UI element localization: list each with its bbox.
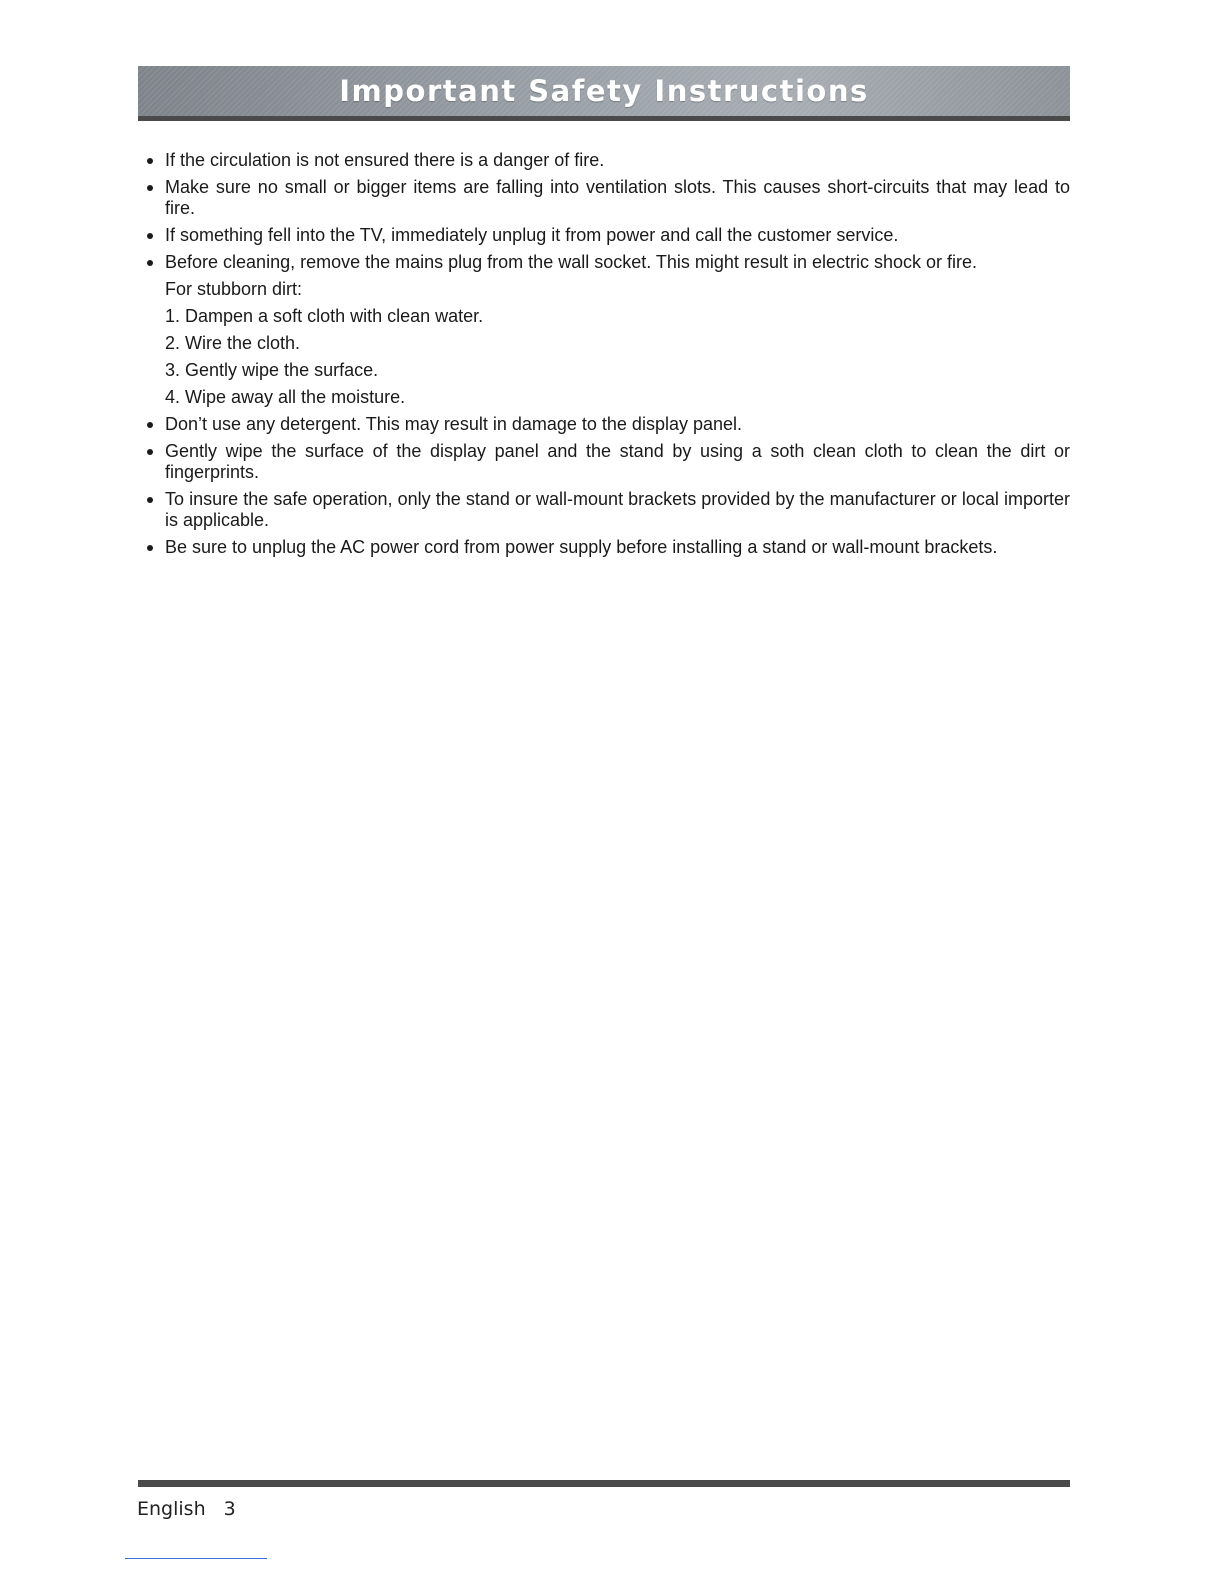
bottom-link-underline bbox=[125, 1558, 267, 1559]
bullet-icon bbox=[147, 449, 153, 455]
instruction-item bbox=[147, 150, 1070, 171]
cleaning-step: 2. Wire the cloth. bbox=[165, 333, 301, 353]
instruction-item bbox=[147, 414, 1070, 435]
bullet-icon bbox=[147, 422, 153, 428]
cleaning-step: 3. Gently wipe the surface. bbox=[165, 360, 379, 380]
instruction-item bbox=[147, 489, 1070, 531]
instruction-text: Before cleaning, remove the mains plug from the wall socket. This might result in electric shock or fire. bbox=[165, 252, 978, 272]
bullet-icon bbox=[147, 545, 153, 551]
safety-instructions-list bbox=[147, 150, 1070, 564]
page-number: 3 bbox=[223, 1498, 236, 1520]
cleaning-step: 1. Dampen a soft cloth with clean water. bbox=[165, 306, 484, 326]
instruction-text: Make sure no small or bigger items are falling into ventilation slots. This causes short-circuits that may lead to fire. bbox=[165, 177, 1070, 218]
page-title: Important Safety Instructions bbox=[339, 74, 869, 108]
instruction-item bbox=[147, 177, 1070, 219]
instruction-text: Be sure to unplug the AC power cord from power supply before installing a stand or wall-mount brackets. bbox=[165, 537, 998, 557]
footer-divider bbox=[138, 1480, 1070, 1487]
instruction-item bbox=[147, 252, 1070, 273]
instruction-item bbox=[147, 225, 1070, 246]
instruction-text: If something fell into the TV, immediately unplug it from power and call the customer service. bbox=[165, 225, 899, 245]
bullet-icon bbox=[147, 185, 153, 191]
header-divider bbox=[138, 116, 1070, 121]
instruction-text: Don’t use any detergent. This may result in damage to the display panel. bbox=[165, 414, 743, 434]
footer-language: English bbox=[137, 1498, 206, 1520]
instruction-text: Gently wipe the surface of the display panel and the stand by using a soth clean cloth to clean the dirt or fingerprints. bbox=[165, 441, 1070, 482]
cleaning-step: 4. Wipe away all the moisture. bbox=[165, 387, 406, 407]
instruction-item bbox=[147, 537, 1070, 558]
bullet-icon bbox=[147, 158, 153, 164]
bullet-icon bbox=[147, 233, 153, 239]
bullet-icon bbox=[147, 497, 153, 503]
instruction-text: If the circulation is not ensured there is a danger of fire. bbox=[165, 150, 605, 170]
bullet-icon bbox=[147, 260, 153, 266]
header-banner bbox=[138, 66, 1070, 116]
instruction-text: To insure the safe operation, only the stand or wall-mount brackets provided by the manufacturer or local importer is applicable. bbox=[165, 489, 1070, 530]
cleaning-intro: For stubborn dirt: bbox=[165, 279, 303, 299]
instruction-item bbox=[147, 441, 1070, 483]
page-footer bbox=[137, 1498, 236, 1520]
